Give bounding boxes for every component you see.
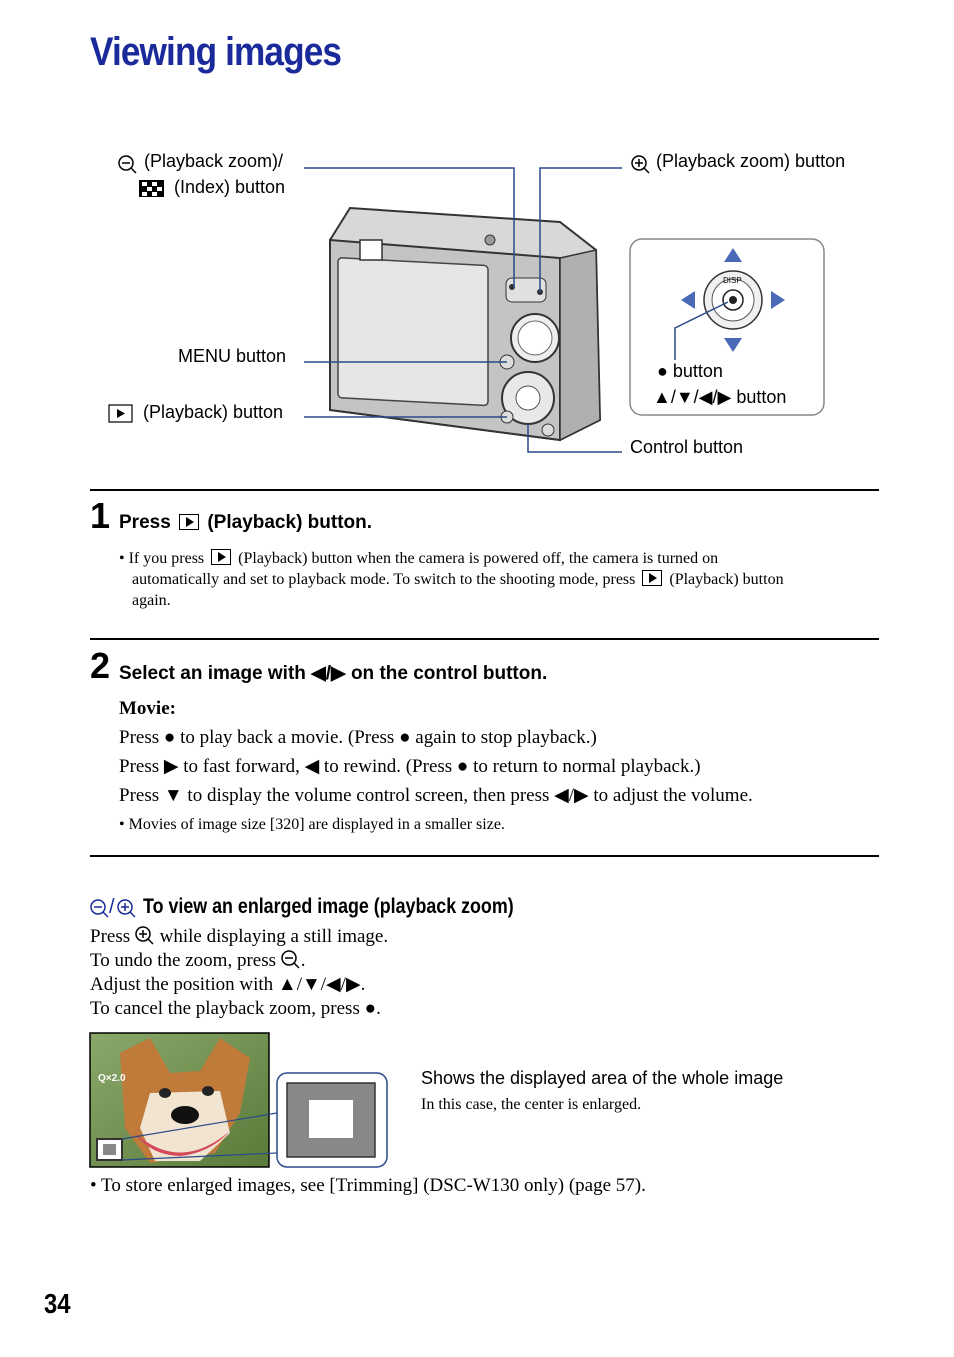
control-button-label: Control button [630,437,744,457]
step2-heading: Select an image with ◀/▶ on the control button. [119,663,548,684]
zoom-out-icon [119,156,136,173]
playback-icon [211,549,231,565]
menu-label: MENU button [178,346,287,366]
zoom-note: • To store enlarged images, see [Trimming] (DSC-W130 only) (page 57). [90,1175,646,1196]
zoom-in-icon [135,925,155,945]
divider [90,638,879,640]
step1-note [119,548,879,611]
zoom-in-label: (Playback zoom) button [656,151,846,171]
zoom-line1-pre: Press [90,926,131,947]
zoom-out-icon [281,949,301,969]
zoom-indicator-text: Q×2.0 [98,1073,126,1084]
zoom-line1 [90,925,388,949]
zoom-line3: Adjust the position with ▲/▼/◀/▶. [90,974,366,995]
step1-note-line2-pre: automatically and set to playback mode. To switch to the shooting mode, press [132,571,636,588]
camera-illustration [330,208,600,440]
divider [90,489,879,491]
step1-heading-post: (Playback) button. [207,512,373,533]
step1-note-line3: again. [132,592,171,609]
zoom-line1-post: while displaying a still image. [159,926,389,947]
zoom-caption-detail: In this case, the center is enlarged. [421,1096,642,1113]
zoom-line2 [90,949,306,973]
page-number: 34 [44,1288,71,1319]
step1-note-line1-post: (Playback) button when the camera is powered off, the camera is turned on [238,550,719,567]
index-label: (Index) button [174,177,286,197]
playback-label: (Playback) button [143,402,284,422]
step2-note: • Movies of image size [320] are displayed in a smaller size. [119,816,505,833]
divider [90,855,879,857]
slash: / [109,896,115,918]
playback-icon [179,514,199,530]
playback-icon [642,570,662,586]
zoom-out-icon [90,898,110,918]
zoom-caption-title: Shows the displayed area of the whole image [421,1068,784,1088]
step1-heading [119,512,372,534]
center-button-label: ● button [657,361,723,381]
step-number: 1 [90,495,111,536]
arrow-buttons-label: ▲/▼/◀/▶ button [653,387,787,407]
zoom-in-icon [117,898,137,918]
zoom-line4: To cancel the playback zoom, press ●. [90,998,381,1019]
zoom-line2-pre: To undo the zoom, press [90,950,277,971]
movie-line2: Press ▶ to fast forward, ◀ to rewind. (Press ● to return to normal playback.) [119,756,701,777]
page-title: Viewing images [90,30,342,74]
step1-note-line1-pre: • If you press [119,550,205,567]
disp-label: DISP [723,276,742,285]
step1-note-line2-post: (Playback) button [669,571,784,588]
index-icon [139,180,164,197]
zoom-section-heading: To view an enlarged image (playback zoom) [143,895,514,918]
step1-heading-pre: Press [119,512,171,533]
zoom-line2-post: . [300,950,306,971]
movie-line3: Press ▼ to display the volume control screen, then press ◀/▶ to adjust the volume. [119,785,753,806]
playback-icon [109,405,132,422]
movie-label: Movie: [119,698,176,719]
zoom-in-icon [632,156,649,173]
movie-line1: Press ● to play back a movie. (Press ● again to stop playback.) [119,727,597,748]
step-number: 2 [90,645,111,686]
zoom-out-label: (Playback zoom)/ [144,151,284,171]
